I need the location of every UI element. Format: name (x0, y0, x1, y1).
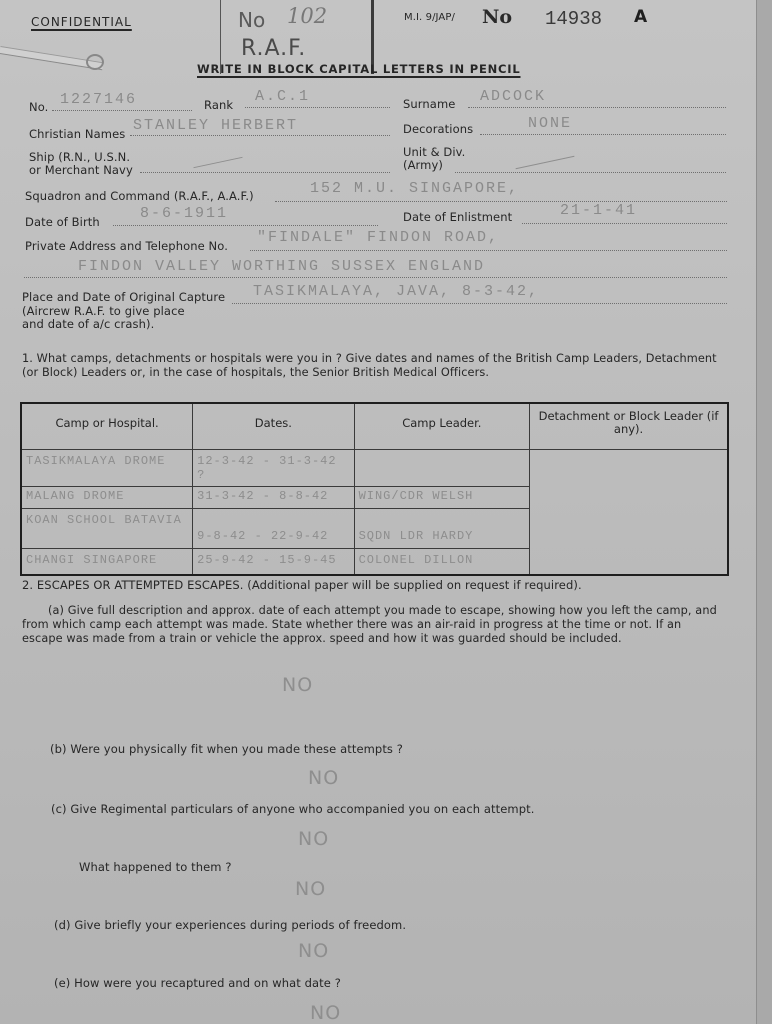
squadron-value[interactable]: 152 M.U. SINGAPORE, (310, 180, 520, 197)
section1-question-line2: (or Block) Leaders or, in the case of hospitals, the Senior British Medical Officers. (22, 366, 490, 379)
address-line1[interactable]: "FINDALE" FINDON ROAD, (257, 229, 500, 246)
unit-label (403, 146, 465, 172)
punch-hole-ring (86, 54, 104, 70)
stamp-no-label: No (238, 8, 266, 32)
stamp-no-value: 102 (287, 4, 328, 28)
section1-question-line1: 1. What camps, detachments or hospitals were you in ? Give dates and names of the British Camp Leaders, Detachment (22, 352, 717, 365)
answer-c-what-happened[interactable]: NO (295, 878, 327, 900)
rank-value[interactable]: A.C.1 (255, 88, 311, 105)
cell-camp-leader[interactable]: WING/CDR WELSH (354, 486, 530, 508)
cell-dates[interactable]: 25-9-42 - 15-9-45 (193, 548, 354, 575)
dob-label: Date of Birth (25, 215, 100, 229)
ref-no-label: No (482, 6, 513, 28)
unit-dash-mark (516, 156, 575, 169)
address-label: Private Address and Telephone No. (25, 239, 228, 253)
confidential-label: CONFIDENTIAL (31, 15, 132, 29)
page-edge (756, 0, 772, 1024)
cell-camp[interactable]: TASIKMALAYA DROME (21, 449, 193, 486)
decorations-value[interactable]: NONE (528, 115, 573, 132)
dob-value[interactable]: 8-6-1911 (140, 205, 229, 222)
ref-suffix: A (634, 7, 648, 27)
ship-label-line1: Ship (R.N., U.S.N. (29, 150, 131, 164)
no-label: No. (29, 100, 49, 114)
capture-label-line2: (Aircrew R.A.F. to give place (22, 303, 185, 318)
question-a (22, 604, 717, 646)
unit-label-line1: Unit & Div. (403, 145, 466, 159)
cell-camp-leader[interactable] (354, 449, 530, 486)
capture-label-line3: and date of a/c crash). (22, 317, 155, 331)
ref-number: 14938 (545, 8, 603, 30)
section2-heading: 2. ESCAPES OR ATTEMPTED ESCAPES. (Additional paper will be supplied on request if required). (22, 578, 582, 592)
decorations-label: Decorations (403, 122, 474, 136)
section1-question (22, 352, 717, 380)
cell-camp[interactable]: KOAN SCHOOL BATAVIA (21, 508, 193, 548)
answer-e[interactable]: NO (310, 1002, 342, 1024)
answer-b[interactable]: NO (308, 767, 340, 789)
question-a-line1: (a) Give full description and approx. date of each attempt you made to escape, showing how you left the camp, and (48, 604, 717, 617)
rank-label: Rank (204, 98, 234, 112)
question-c-what-happened: What happened to them ? (79, 860, 232, 874)
header-detachment-leader: Detachment or Block Leader (if any). (530, 403, 728, 449)
capture-label (22, 291, 225, 332)
question-d: (d) Give briefly your experiences during periods of freedom. (54, 918, 407, 932)
header-camp-leader: Camp Leader. (354, 403, 530, 449)
surname-value[interactable]: ADCOCK (480, 88, 547, 105)
enlistment-value[interactable]: 21-1-41 (560, 202, 638, 219)
cell-camp-leader[interactable]: SQDN LDR HARDY (354, 508, 530, 548)
question-a-line3: escape was made from a train or vehicle the approx. speed and how it was guarded should be included. (22, 632, 622, 645)
capture-label-line1: Place and Date of Original Capture (22, 290, 226, 304)
cell-dates[interactable]: 31-3-42 - 8-8-42 (193, 486, 354, 508)
cell-detachment-leader[interactable] (530, 449, 728, 575)
cell-camp[interactable]: CHANGI SINGAPORE (21, 548, 193, 575)
question-b: (b) Were you physically fit when you made these attempts ? (50, 742, 403, 756)
cell-camp[interactable]: MALANG DROME (21, 486, 193, 508)
no-value[interactable]: 1227146 (60, 91, 138, 108)
squadron-label: Squadron and Command (R.A.F., A.A.F.) (25, 189, 254, 203)
capture-value[interactable]: TASIKMALAYA, JAVA, 8-3-42, (253, 283, 540, 300)
camps-table (20, 402, 729, 576)
christian-names-label: Christian Names (29, 127, 126, 141)
surname-label: Surname (403, 97, 456, 111)
ref-prefix: M.I. 9/JAP/ (404, 12, 455, 23)
cell-dates[interactable]: 9-8-42 - 22-9-42 (193, 508, 354, 548)
ship-label (29, 151, 133, 177)
christian-names-value[interactable]: STANLEY HERBERT (133, 117, 299, 134)
question-c: (c) Give Regimental particulars of anyone who accompanied you on each attempt. (51, 802, 535, 816)
instruction-heading: WRITE IN BLOCK CAPITAL LETTERS IN PENCIL (197, 62, 521, 76)
enlistment-label: Date of Enlistment (403, 210, 513, 224)
answer-a[interactable]: NO (282, 674, 314, 696)
header-camp-or-hospital: Camp or Hospital. (21, 403, 193, 449)
cell-dates[interactable]: 12-3-42 - 31-3-42 ? (193, 449, 354, 486)
cell-camp-leader[interactable]: COLONEL DILLON (354, 548, 530, 575)
address-line2[interactable]: FINDON VALLEY WORTHING SUSSEX ENGLAND (78, 258, 486, 275)
question-a-line2: from which camp each attempt was made. State whether there was an air-raid in progress at the time or not. If an (22, 618, 682, 631)
ship-dash-mark (193, 157, 242, 168)
stamp-service: R.A.F. (241, 36, 307, 61)
header-dates: Dates. (193, 403, 354, 449)
ship-label-line2: or Merchant Navy (29, 163, 133, 177)
table-row (21, 449, 728, 486)
answer-d[interactable]: NO (298, 940, 330, 962)
answer-c[interactable]: NO (298, 828, 330, 850)
unit-label-line2: (Army) (403, 158, 443, 172)
camps-table-header (21, 403, 728, 449)
question-e: (e) How were you recaptured and on what date ? (54, 976, 341, 990)
